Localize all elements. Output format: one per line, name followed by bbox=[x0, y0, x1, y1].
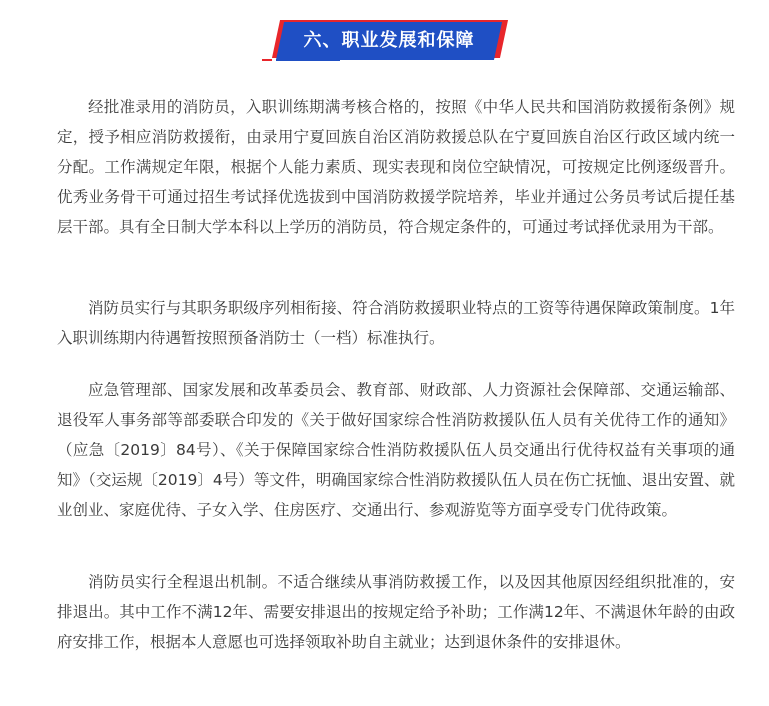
header-underline-blue bbox=[276, 59, 340, 61]
paragraph-benefits: 应急管理部、国家发展和改革委员会、教育部、财政部、人力资源社会保障部、交通运输部、退役军人事务部等部委联合印发的《关于做好国家综合性消防救援队伍人员有关优待工作的通知》（应急〔2019〕84号）、《关于保障国家综合性消防救援队伍人员交通出行优待权益有关事项的通知》（交运规〔2019〕4号）等文件，明确国家综合性消防救援队伍人员在伤亡抚恤、退出安置、就业创业、家庭优待、子女入学、住房医疗、交通出行、参观游览等方面享受专门优待政策。 bbox=[57, 381, 735, 519]
paragraph-salary: 消防员实行与其职务职级序列相衔接、符合消防救援职业特点的工资等待遇保障政策制度。1年入职训练期内待遇暂按照预备消防士（一档）标准执行。 bbox=[57, 299, 735, 347]
paragraph-promotion: 经批准录用的消防员，入职训练期满考核合格的，按照《中华人民共和国消防救援衔条例》规定，授予相应消防救援衔，由录用宁夏回族自治区消防救援总队在宁夏回族自治区行政区域内统一分配。工作满规定年限，根据个人能力素质、现实表现和岗位空缺情况，可按规定比例逐级晋升。优秀业务骨干可通过招生考试择优选拔到中国消防救援学院培养，毕业并通过公务员考试后提任基层干部。具有全日制大学本科以上学历的消防员，符合规定条件的，可通过考试择优录用为干部。 bbox=[57, 98, 735, 236]
section-title: 六、职业发展和保障 bbox=[303, 30, 475, 51]
paragraph-exit: 消防员实行全程退出机制。不适合继续从事消防救援工作，以及因其他原因经组织批准的，安排退出。其中工作不满12年、需要安排退出的按规定给予补助；工作满12年、不满退休年龄的由政府安排工作，根据本人意愿也可选择领取补助自主就业；达到退休条件的安排退休。 bbox=[57, 573, 735, 651]
header-underline-red bbox=[262, 59, 272, 61]
